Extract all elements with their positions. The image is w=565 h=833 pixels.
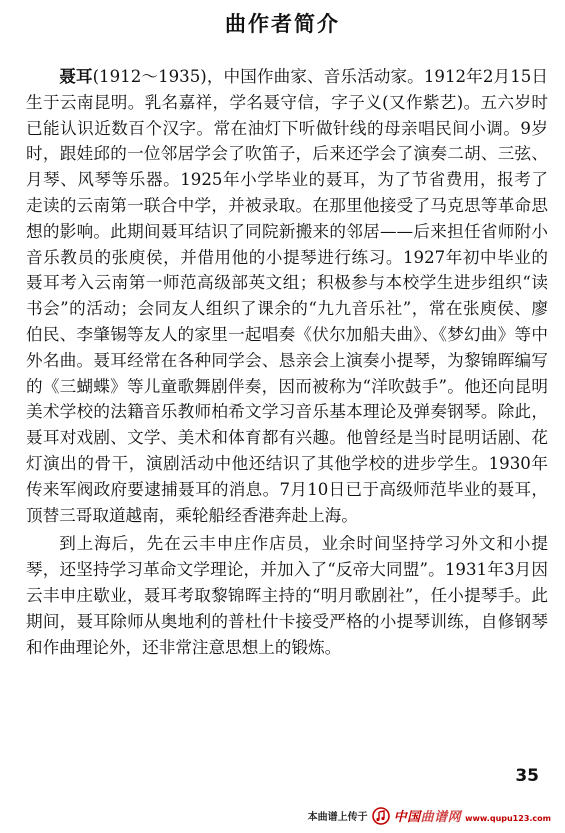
footer-site-name-part1: 中国 — [393, 810, 421, 825]
article-body — [26, 64, 548, 660]
composer-name: 聂耳 — [59, 67, 93, 86]
footer-upload-text: 本曲谱上传于 — [307, 812, 368, 823]
footer-site-domain[interactable]: www.qupu123.com — [465, 814, 551, 823]
footer-site-name-part2: 曲谱网 — [420, 810, 462, 825]
qupu-logo-icon — [372, 807, 390, 825]
page-title: 曲作者简介 — [225, 12, 340, 36]
upload-footer — [308, 806, 551, 825]
paragraph-biography-early-life — [26, 64, 548, 528]
page-number: 35 — [515, 766, 539, 786]
paragraph-1-text: (1912～1935)，中国作曲家、音乐活动家。1912年2月15日生于云南昆明。乳名嘉祥，学名聂守信，字子义(又作紫艺)。五六岁时已能认识近数百个汉字。常在油灯下听做针线的母亲唱民间小调。9岁时，跟娃邱的一位邻居学会了吹笛子，后来还学会了演奏二胡、三弦、月琴、风琴等乐器。1925年小学毕业的聂耳，为了节省费用，报考了走读的云南第一联合中学，并被录取。在那里他接受了马克思等革命思想的影响。此期间聂耳结识了同院新搬来的邻居——后来担任省师附小音乐教员的张庾侯，并借用他的小提琴进行练习。1927年初中毕业的聂耳考入云南第一师范高级部英文组；积极参与本校学生进步组织“读书会”的活动；会同友人组织了课余的“九九音乐社”，常在张庾侯、廖伯民、李肇锡等友人的家里一起唱奏《伏尔加船夫曲》、《梦幻曲》等中外名曲。聂耳经常在各种同学会、恳亲会上演奏小提琴，为黎锦晖编写的《三蝴蝶》等儿童歌舞剧伴奏，因而被称为“洋吹鼓手”。他还向昆明美术学校的法籍音乐教师柏希文学习音乐基本理论及弹奏钢琴。除此，聂耳对戏剧、文学、美术和体育都有兴趣。他曾经是当时昆明话剧、花灯演出的骨干，演剧活动中他还结识了其他学校的进步学生。1930年传来军阀政府要逮捕聂耳的消息。7月10日已于高级师范毕业的聂耳，顶替三哥取道越南，乘轮船经香港奔赴上海。 — [26, 67, 549, 525]
footer-site-name[interactable] — [394, 806, 462, 825]
paragraph-biography-shanghai: 到上海后，先在云丰申庄作店员，业余时间坚持学习外文和小提琴，还坚持学习革命文学理论，并加入了“反帝大同盟”。1931年3月因云丰申庄歇业，聂耳考取黎锦晖主持的“明月歌剧社”，任小提琴手。此期间，聂耳除师从奥地利的普杜什卡接受严格的小提琴训练，自修钢琴和作曲理论外，还非常注意思想上的锻炼。 — [26, 534, 548, 657]
